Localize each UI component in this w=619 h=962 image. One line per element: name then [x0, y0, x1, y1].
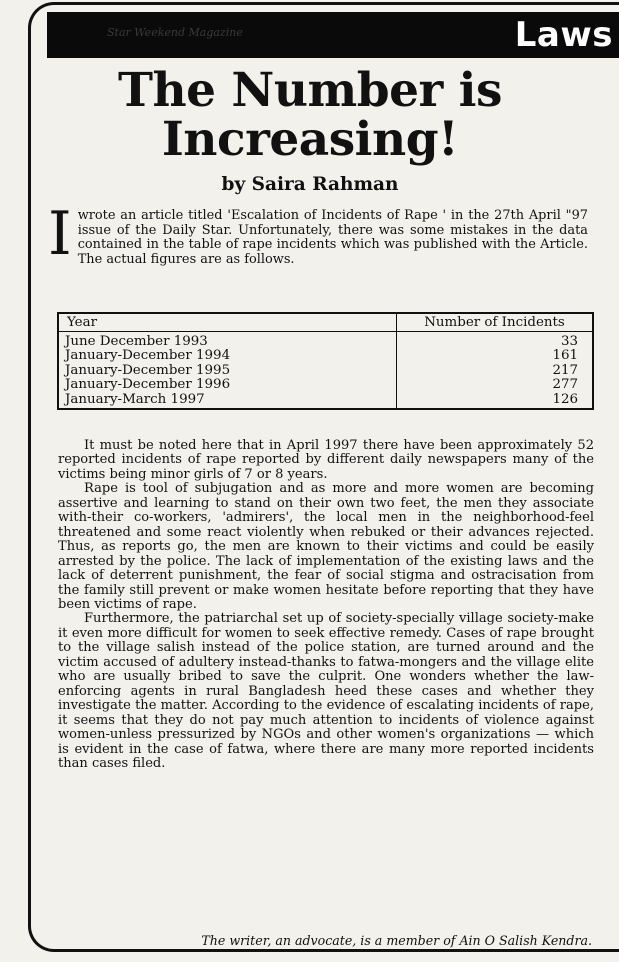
article-title	[40, 63, 580, 167]
body-paragraph-2: Rape is tool of subjugation and as more and more women are becoming assertive and learning to stand on their own two feet, the men they associate with-their co-workers, 'admirers', the local men in the neighborhood-feel threatened and some react violently when rebuked or their advances rejected. Thus, as reports go, the men are known to their victims and could be easily arrested by the police. The lack of implementation of the existing laws and the lack of deterrent punishment, the fear of social stigma and ostracisation from the family still prevent or make women hesitate before reporting that they have been victims of rape.	[58, 481, 594, 612]
row-count: 277	[397, 378, 594, 392]
table-row	[58, 364, 593, 378]
header-year: Year	[58, 313, 397, 332]
drop-cap: I	[48, 199, 72, 269]
row-year: January-December 1994	[65, 348, 231, 364]
row-year: June December 1993	[65, 334, 208, 349]
row-year: January-December 1995	[65, 362, 231, 378]
section-header-bar	[47, 12, 619, 58]
intro-text: wrote an article titled 'Escalation of Incidents of Rape ' in the 27th April "97 issue of the Daily Star. Unfortunately, there was some mistakes in the data contained in the table of rape incidents which was published with the Article. The actual figures are as follows.	[77, 208, 588, 267]
author-note: The writer, an advocate, is a member of Ain O Salish Kendra.	[201, 933, 592, 948]
intro-paragraph	[48, 199, 588, 269]
header-faint-text: Star Weekend Magazine	[107, 26, 243, 39]
title-line-2: Increasing!	[161, 112, 459, 167]
row-count: 161	[397, 349, 594, 363]
row-count: 33	[397, 332, 594, 350]
incidents-table	[57, 312, 594, 410]
table-row	[58, 378, 593, 392]
title-line-1: The Number is	[118, 63, 502, 118]
body-paragraph-3: Furthermore, the patriarchal set up of society-specially village society-make it even more difficult for women to seek effective remedy. Cases of rape brought to the village salish instead of the police station, are turned around and the victim accused of adultery instead-thanks to fatwa-mongers and the village elite who are usually bribed to save the culprit. One wonders whether the law-enforcing agents in rural Bangladesh heed these cases and whether they investigate the matter. According to the evidence of escalating incidents of rape, it seems that they do not pay much attention to incidents of violence against women-unless pressurized by NGOs and other women's organizations — which is evident in the case of fatwa, where there are many more reported incidents than cases filed.	[58, 611, 594, 771]
body-paragraph-1: It must be noted here that in April 1997 there have been approximately 52 reported incidents of rape reported by different daily newspapers many of the victims being minor girls of 7 or 8 years.	[58, 438, 594, 482]
header-count: Number of Incidents	[397, 313, 594, 332]
row-year: January-March 1997	[65, 391, 205, 407]
table-header-row	[58, 313, 593, 332]
row-count: 126	[397, 393, 594, 409]
table-row	[58, 332, 593, 350]
table-row	[58, 349, 593, 363]
article-body	[58, 439, 594, 771]
row-count: 217	[397, 364, 594, 378]
table-row	[58, 393, 593, 409]
row-year: January-December 1996	[65, 377, 231, 393]
section-label: Laws	[514, 15, 613, 55]
byline: by Saira Rahman	[221, 174, 399, 195]
